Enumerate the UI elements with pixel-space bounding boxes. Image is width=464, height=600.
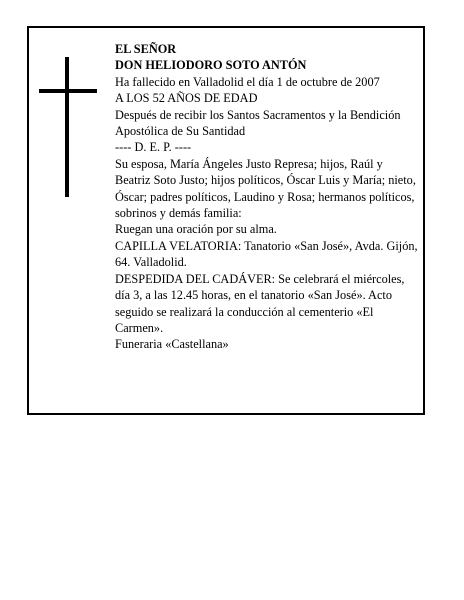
obituary-notice [27, 26, 425, 415]
cross-horizontal-bar [39, 89, 97, 93]
sacraments-line: Después de recibir los Santos Sacramentos y la Bendición Apostólica de Su Santidad [115, 107, 401, 139]
cross-vertical-bar [65, 57, 69, 197]
chapel-paragraph: CAPILLA VELATORIA: Tanatorio «San José», Avda. Gijón, 64. Valladolid. [115, 238, 418, 270]
funeral-home-line: Funeraria «Castellana» [115, 337, 229, 352]
rip-line: ---- D. E. P. ---- [115, 140, 192, 155]
prayer-line: Ruegan una oración por su alma. [115, 222, 277, 237]
obituary-text [115, 41, 421, 353]
family-paragraph: Su esposa, María Ángeles Justo Represa; hijos, Raúl y Beatriz Soto Justo; hijos políticos, Óscar Luis y María; nieto, Óscar; padres políticos, Laudino y Rosa; hermanos políticos, sobrinos y demás familia: [115, 156, 416, 221]
age-line: A LOS 52 AÑOS DE EDAD [115, 91, 258, 106]
notice-title: EL SEÑOR [115, 42, 177, 56]
farewell-paragraph: DESPEDIDA DEL CADÁVER: Se celebrará el miércoles, día 3, a las 12.45 horas, en el tanatorio «San José». Acto seguido se realizará la conducción al cementerio «El Carmen». [115, 271, 405, 335]
deceased-name: DON HELIODORO SOTO ANTÓN [115, 58, 307, 73]
cross-icon [39, 57, 99, 197]
death-line: Ha fallecido en Valladolid el día 1 de octubre de 2007 [115, 74, 380, 89]
